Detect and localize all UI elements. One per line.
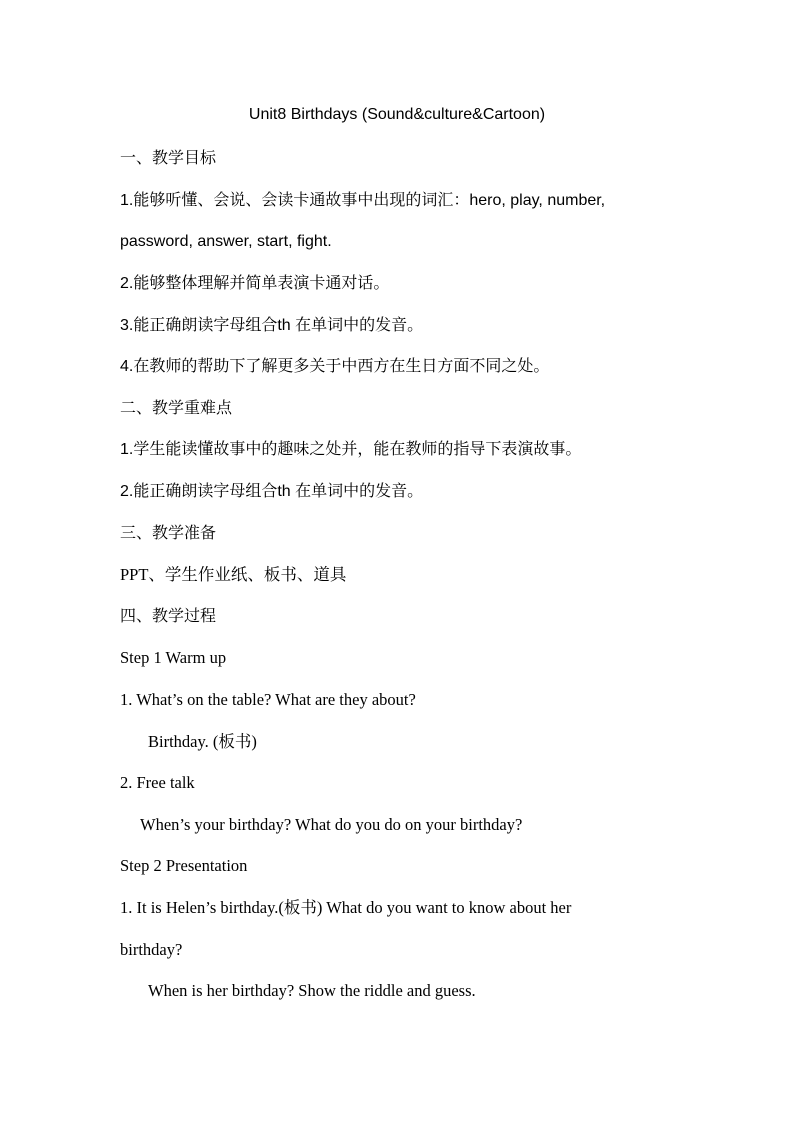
objective-item-4: 4.在教师的帮助下了解更多关于中西方在生日方面不同之处。 (120, 358, 550, 375)
objective-item-2: 2.能够整体理解并简单表演卡通对话。 (120, 275, 390, 292)
step-1-item-1-answer: Birthday. (板书) (148, 732, 257, 751)
step-1-heading: Step 1 Warm up (120, 648, 227, 667)
step-2-item-1: 1. It is Helen’s birthday.(板书) What do you want to know about her (120, 898, 572, 917)
section-heading-process: 四、教学过程 (120, 608, 217, 625)
step-1-item-1: 1. What’s on the table? What are they about? (120, 690, 416, 709)
key-point-item-1: 1.学生能读懂故事中的趣味之处并，能在教师的指导下表演故事。 (120, 441, 582, 458)
step-1-item-2: 2. Free talk (120, 773, 195, 792)
objective-item-1: 1.能够听懂、会说、会读卡通故事中出现的词汇：hero, play, number, (120, 192, 606, 209)
objective-item-3: 3.能正确朗读字母组合th 在单词中的发音。 (120, 317, 424, 334)
step-2-heading: Step 2 Presentation (120, 856, 248, 875)
preparation-items: PPT、学生作业纸、板书、道具 (120, 565, 347, 584)
step-1-item-2-question: When’s your birthday? What do you do on your birthday? (140, 815, 523, 834)
step-2-item-1-detail: When is her birthday? Show the riddle and guess. (148, 981, 476, 1000)
objective-item-1-continued: password, answer, start, fight. (120, 233, 332, 250)
document-title: Unit8 Birthdays (Sound&culture&Cartoon) (248, 106, 546, 123)
section-heading-key-points: 二、教学重难点 (120, 400, 233, 417)
step-2-item-1-continued: birthday? (120, 940, 183, 959)
section-heading-objectives: 一、教学目标 (120, 150, 217, 167)
key-point-item-2: 2.能正确朗读字母组合th 在单词中的发音。 (120, 483, 424, 500)
section-heading-preparation: 三、教学准备 (120, 525, 217, 542)
